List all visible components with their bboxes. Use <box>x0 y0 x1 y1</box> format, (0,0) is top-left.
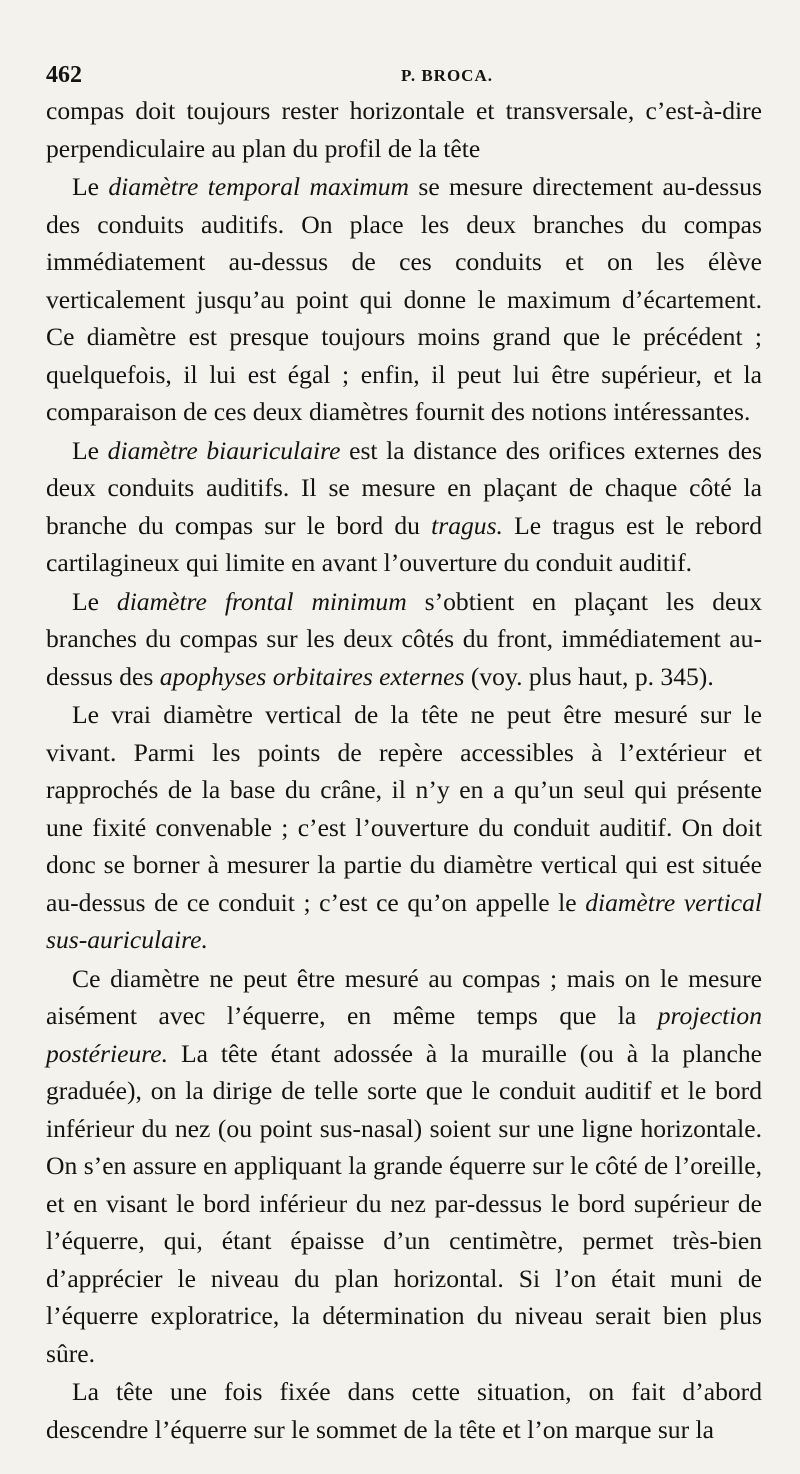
page-number: 462 <box>46 62 82 88</box>
paragraph-p3 <box>46 583 762 696</box>
text-run: Le <box>72 435 108 465</box>
text-run: La tête étant adossée à la muraille (ou à la planche graduée), on la dirige de telle sorte que le conduit auditif et le bord inférieur du nez (ou point sus-nasal) soient sur une ligne horizontale. On s’en assure en appliquant la grande équerre sur le côté de l’oreille, et en visant le bord inférieur du nez par-dessus le bord supérieur de l’équerre, qui, étant épaisse d’un centimètre, permet très-bien d’apprécier le niveau du plan horizontal. Si l’on était muni de l’équerre exploratrice, la détermination du niveau serait bien plus sûre. <box>46 1038 762 1368</box>
text-run: (voy. plus haut, p. 345). <box>464 661 714 691</box>
text-run: compas doit toujours rester horizontale et transversale, c’est-à-dire perpendiculaire au plan du profil de la tête <box>46 96 762 163</box>
text-run: se mesure directement au-dessus des conduits auditifs. On place les deux branches du compas immédiatement au-dessus de ces conduits et on les élève verticalement jusqu’au point qui donne le maximum d’écartement. Ce diamètre est presque toujours moins grand que le précédent ; quelquefois, il lui est égal ; enfin, il peut lui être supérieur, et la comparaison de ces deux diamètres fournit des notions intéressantes. <box>46 172 762 426</box>
paragraph-p6 <box>46 1373 762 1448</box>
text-run: Le tragus est le rebord cartilagineux qui limite en avant l’ouverture du conduit auditif. <box>46 510 762 577</box>
paragraph-p1 <box>46 168 762 431</box>
body-text <box>46 92 762 1448</box>
italic-term: diamètre vertical sus-auriculaire. <box>46 887 762 954</box>
italic-term: diamètre temporal maximum <box>108 172 410 201</box>
italic-term: apophyses orbitaires externes <box>159 661 465 691</box>
text-run: Le <box>72 172 109 201</box>
text-run: Le <box>72 586 117 616</box>
italic-term: tragus. <box>431 510 503 540</box>
paragraph-p0 <box>46 92 762 167</box>
text-run: La tête une fois fixée dans cette situation, on fait d’abord descendre l’équerre sur le sommet de la tête et l’on marque sur la <box>46 1377 762 1444</box>
text-run: Le vrai diamètre vertical de la tête ne peut être mesuré sur le vivant. Parmi les points de repère accessibles à l’extérieur et rapprochés de la base du crâne, il n’y en a qu’un seul qui présente une fixité convenable ; c’est l’ouverture du conduit auditif. On doit donc se borner à mesurer la partie du diamètre vertical qui est située au-dessus de ce conduit ; c’est ce qu’on appelle le <box>46 700 762 917</box>
text-run: est la distance des orifices externes des deux conduits auditifs. Il se mesure en plaçant de chaque côté la branche du compas sur le bord du <box>46 435 762 540</box>
italic-term: diamètre biauriculaire <box>107 435 341 465</box>
running-head-author: P. BROCA. <box>401 66 493 85</box>
paragraph-p5 <box>46 960 762 1373</box>
text-run: Ce diamètre ne peut être mesuré au compas ; mais on le mesure aisément avec l’équerre, en même temps que la <box>46 963 762 1030</box>
italic-term: diamètre frontal minimum <box>116 586 407 616</box>
italic-term: projection postérieure. <box>46 1001 762 1068</box>
paragraph-p4 <box>46 696 762 959</box>
text-run: s’obtient en plaçant les deux branches du compas sur les deux côtés du front, immédiatement au-dessus des <box>46 586 762 691</box>
page-header <box>46 60 762 92</box>
paragraph-p2 <box>46 432 762 582</box>
